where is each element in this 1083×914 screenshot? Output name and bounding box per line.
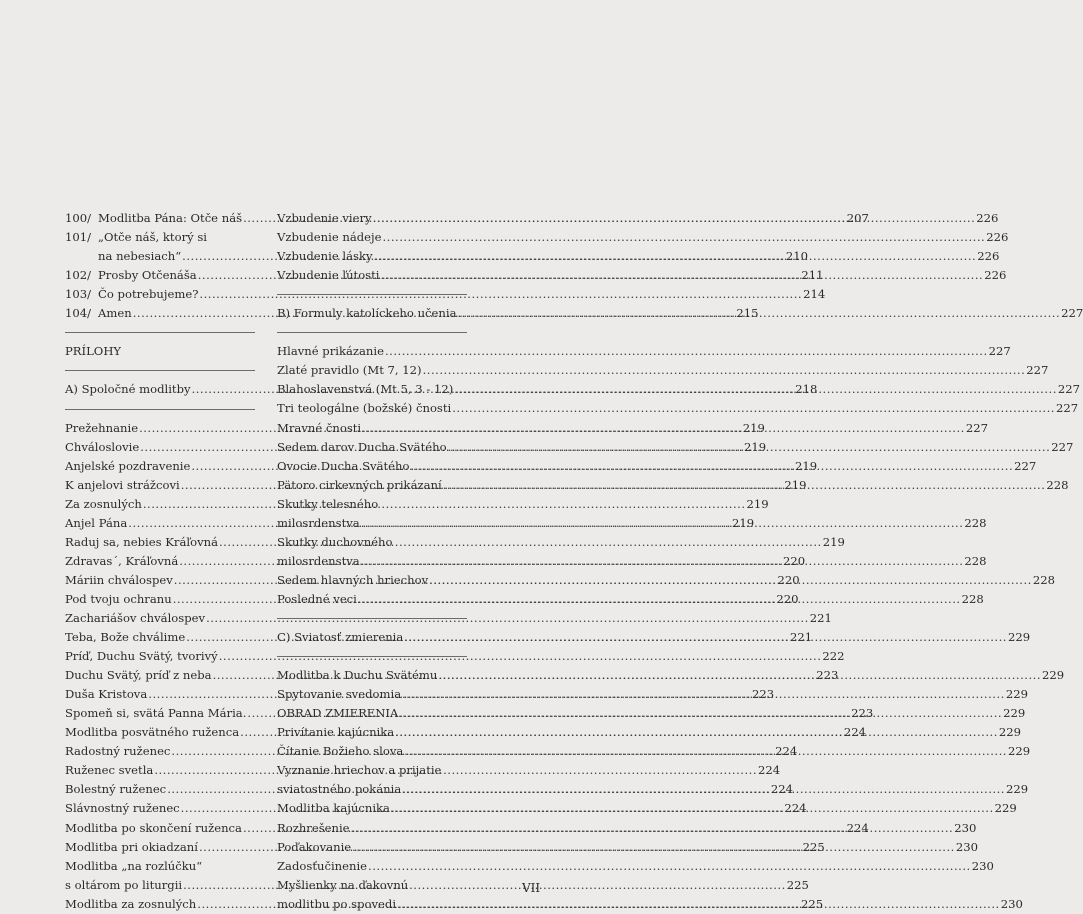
toc-dot-leader xyxy=(397,895,1000,914)
toc-line xyxy=(277,876,469,895)
toc-line xyxy=(65,857,257,876)
toc-entry-title: Čítanie Božieho slova xyxy=(277,744,404,759)
toc-section-heading xyxy=(65,342,257,361)
toc-entry-page: 223 xyxy=(816,668,839,683)
toc-entry-page: 224 xyxy=(843,725,866,740)
toc-line xyxy=(98,285,826,304)
toc-entry-title: Amen xyxy=(98,306,132,321)
section-divider xyxy=(65,409,255,410)
toc-entry-title: Zachariášov chválospev xyxy=(65,610,206,625)
toc-dot-leader xyxy=(381,266,984,285)
toc-dot-leader xyxy=(443,476,1046,495)
toc-entry-title: Sedem darov Ducha Svätého xyxy=(277,439,447,454)
toc-entry-page: 225 xyxy=(800,896,824,911)
toc-entry-title: Posledné veci xyxy=(277,591,357,606)
toc-entry-page: 229 xyxy=(1007,744,1031,759)
toc-entry-page: 226 xyxy=(984,268,1007,283)
toc-entry xyxy=(277,495,469,514)
toc-entry-page: 219 xyxy=(742,420,765,435)
toc-dot-leader xyxy=(362,419,965,438)
toc-entry-page: 229 xyxy=(1007,630,1031,645)
toc-entry-title: na nebesiach“ xyxy=(98,249,182,264)
toc-entry xyxy=(277,761,469,780)
toc-entry-title: milosrdenstva xyxy=(277,553,360,568)
toc-entry-title: modlitbu po spovedi xyxy=(277,896,397,911)
toc-entry-title: Pätoro cirkevných prikázaní xyxy=(277,477,442,492)
toc-entry-title: Príď, Duchu Svätý, tvorivý xyxy=(65,649,218,664)
toc-entry-title: s oltárom po liturgii xyxy=(65,877,183,892)
toc-entry-page: 219 xyxy=(795,458,818,473)
toc-dot-leader xyxy=(383,228,986,247)
toc-entry-title: Modlitba Pána: Otče náš xyxy=(98,211,243,225)
toc-entry-page: 226 xyxy=(986,230,1009,245)
toc-entry-title: Zlaté pravidlo (Mt 7, 12) xyxy=(277,363,422,378)
toc-entry-title: Modlitba za zosnulých xyxy=(65,896,197,911)
toc-dot-leader xyxy=(399,704,1002,723)
toc-entry-title: Skutky duchovného xyxy=(277,534,393,549)
toc-entry-title: Prosby Otčenáša xyxy=(98,268,197,283)
toc-entry-page: 224 xyxy=(775,744,798,759)
toc-entry-page: 228 xyxy=(964,515,987,530)
toc-dot-leader xyxy=(457,304,1060,323)
toc-entry xyxy=(277,857,994,876)
toc-entry-title: Privítanie kajúcnika xyxy=(277,725,395,740)
section-divider xyxy=(65,332,255,333)
toc-line xyxy=(65,609,832,628)
toc-dot-leader xyxy=(410,457,1013,476)
toc-entry-number: 100/ xyxy=(65,211,92,225)
toc-dot-leader xyxy=(404,628,1007,647)
toc-entry-title: Za zosnulých xyxy=(65,496,142,511)
toc-entry xyxy=(65,285,826,304)
toc-dot-leader xyxy=(361,552,964,571)
toc-entry-number: 101/ xyxy=(65,230,92,245)
toc-entry-title: Spytovanie svedomia xyxy=(277,687,402,702)
toc-entry-title: Modlitba k Duchu Svätému xyxy=(277,668,438,683)
toc-entry-title: Spomeň si, svätá Panna Mária. xyxy=(65,706,247,721)
toc-dot-leader xyxy=(361,514,964,533)
toc-entry-page: 228 xyxy=(1046,477,1069,492)
toc-dot-leader xyxy=(402,780,1005,799)
toc-entry xyxy=(277,533,469,552)
toc-entry xyxy=(65,647,845,666)
toc-entry-title: Modlitba „na rozlúčku“ xyxy=(65,858,203,873)
toc-entry-title: Myšlienky na ďakovnú xyxy=(277,877,409,892)
toc-entry-page: 221 xyxy=(789,630,813,645)
toc-entry-page: 219 xyxy=(822,534,845,549)
toc-entry xyxy=(65,228,257,247)
toc-entry-page: 227 xyxy=(1026,363,1049,378)
toc-entry-title: Modlitba pri okiadzaní xyxy=(65,839,198,854)
toc-entry-page: 224 xyxy=(770,782,794,797)
toc-entry-page: 227 xyxy=(1051,439,1074,454)
toc-entry-title: „Otče náš, ktorý si xyxy=(98,230,208,245)
toc-dot-leader xyxy=(368,857,971,876)
toc-entry xyxy=(277,342,1011,361)
toc-dot-leader xyxy=(402,685,1005,704)
toc-entry-page: 230 xyxy=(954,820,977,835)
toc-entry-title: Slávnostný ruženec xyxy=(65,801,180,816)
toc-entry-title: Vzbudenie ľútosti xyxy=(277,268,380,283)
toc-dot-leader xyxy=(452,399,1055,418)
toc-entry xyxy=(65,857,257,876)
toc-entry-title: Zadosťučinenie xyxy=(277,858,368,873)
toc-entry-page: 230 xyxy=(955,839,978,854)
toc-entry-page: 223 xyxy=(751,687,775,702)
toc-entry xyxy=(277,361,1049,380)
toc-entry-title: Vzbudenie nádeje xyxy=(277,230,382,245)
toc-entry-page: 215 xyxy=(736,306,759,321)
toc-entry-title: Rozhrešenie xyxy=(277,820,350,835)
toc-entry-title: Anjelské pozdravenie xyxy=(65,458,191,473)
toc-entry-page: 225 xyxy=(786,877,809,892)
toc-dot-leader xyxy=(429,571,1032,590)
toc-entry-title: Prežehnanie xyxy=(65,420,139,435)
toc-entry-page: 224 xyxy=(784,801,807,816)
toc-dot-leader xyxy=(423,361,1026,380)
toc-entry-title: Máriin chválospev xyxy=(65,572,173,587)
toc-dot-leader xyxy=(404,742,1007,761)
toc-entry xyxy=(277,399,1079,418)
toc-entry-title: sviatostného pokánia xyxy=(277,782,402,797)
toc-entry-page: 219 xyxy=(743,439,767,454)
toc-entry-page: 226 xyxy=(976,211,999,225)
toc-line xyxy=(65,647,845,666)
toc-dot-leader xyxy=(352,838,955,857)
toc-line xyxy=(277,361,1049,380)
toc-entry-title: Radostný ruženec xyxy=(65,744,171,759)
toc-entry-title: Tri teologálne (božské) čnosti xyxy=(277,401,452,416)
toc-entry xyxy=(277,876,469,895)
toc-entry-title: OBRAD ZMIERENIA xyxy=(277,706,399,721)
toc-entry-title: Modlitba kajúcnika xyxy=(277,801,390,816)
section-divider xyxy=(65,370,255,371)
toc-entry-page: 230 xyxy=(1000,896,1023,911)
toc-entry-title: Modlitba po skončení ruženca xyxy=(65,820,242,835)
toc-entry-title: Raduj sa, nebies Kráľovná xyxy=(65,534,218,549)
toc-dot-leader xyxy=(385,342,988,361)
toc-dot-leader xyxy=(351,819,954,838)
toc-entry-page: 220 xyxy=(777,572,800,587)
toc-entry-title: PRÍLOHY xyxy=(65,344,122,359)
toc-line xyxy=(277,857,994,876)
toc-entry-title: C) Sviatosť zmierenia xyxy=(277,630,404,645)
toc-dot-leader xyxy=(395,723,998,742)
toc-entry xyxy=(65,609,832,628)
toc-entry-title: milosrdenstva xyxy=(277,515,360,530)
toc-entry-title: Teba, Bože chválime xyxy=(65,630,186,645)
toc-entry-title: Modlitba posvätného ruženca xyxy=(65,725,240,740)
toc-entry-page: 227 xyxy=(965,420,988,435)
toc-entry xyxy=(277,228,1009,247)
toc-entry-title: Bolestný ruženec xyxy=(65,782,167,797)
toc-entry-page: 220 xyxy=(782,553,806,568)
toc-entry-number: 104/ xyxy=(65,306,92,321)
toc-entry-page: 219 xyxy=(746,496,769,511)
page-number: VII xyxy=(522,881,541,895)
toc-entry-page: 230 xyxy=(971,858,994,873)
toc-line xyxy=(98,228,257,247)
toc-dot-leader xyxy=(374,247,977,266)
toc-entry-page: 229 xyxy=(994,801,1017,816)
toc-entry-page: 228 xyxy=(964,553,987,568)
toc-dot-leader xyxy=(183,876,786,895)
toc-entry-page: 214 xyxy=(803,287,826,302)
toc-entry-title: Duša Kristova xyxy=(65,687,148,702)
toc-entry-page: 227 xyxy=(1057,382,1081,397)
toc-entry-page: 227 xyxy=(988,344,1011,359)
toc-entry-title: A) Spoločné modlitby xyxy=(65,382,191,397)
toc-entry-page: 207 xyxy=(846,211,869,225)
toc-entry-title: Pod tvoju ochranu xyxy=(65,591,172,606)
toc-dot-leader xyxy=(373,209,976,228)
toc-line xyxy=(277,761,469,780)
toc-entry-page: 229 xyxy=(1005,687,1028,702)
toc-dot-leader xyxy=(448,438,1051,457)
toc-entry-page: 224 xyxy=(846,820,869,835)
toc-entry-number: 103/ xyxy=(65,287,92,302)
toc-entry-title: Vzbudenie lásky xyxy=(277,249,373,264)
toc-entry-page: 219 xyxy=(784,477,807,492)
toc-entry-page: 229 xyxy=(1003,706,1026,721)
toc-dot-leader xyxy=(454,380,1057,399)
toc-entry-page: 211 xyxy=(801,268,824,283)
toc-entry-title: Čo potrebujeme? xyxy=(98,287,199,302)
section-divider xyxy=(277,656,467,657)
toc-entry-title: Vyznanie hriechov a prijatie xyxy=(277,763,442,778)
toc-entry-page: 229 xyxy=(1005,782,1029,797)
toc-entry-page: 226 xyxy=(977,249,1000,264)
toc-entry-page: 229 xyxy=(998,725,1022,740)
toc-entry-page: 220 xyxy=(776,591,799,606)
toc-dot-leader xyxy=(391,799,994,818)
toc-entry-title: Poďakovanie xyxy=(277,839,352,854)
toc-entry-page: 222 xyxy=(822,649,845,664)
toc-entry-page: 221 xyxy=(809,610,832,625)
toc-entry-title: Duchu Svätý, príď z neba xyxy=(65,668,212,683)
toc-entry-page: 227 xyxy=(1055,401,1079,416)
toc-line xyxy=(277,228,1009,247)
toc-entry-page: 227 xyxy=(1061,306,1083,321)
toc-entry-title: Skutky telesného xyxy=(277,496,379,511)
toc-entry-page: 227 xyxy=(1014,458,1037,473)
toc-entry-page: 219 xyxy=(731,515,755,530)
toc-dot-leader xyxy=(438,666,1041,685)
toc-dot-leader xyxy=(358,590,961,609)
toc-entry-title: K anjelovi strážcovi xyxy=(65,477,180,492)
toc-entry-page: 218 xyxy=(795,382,818,397)
toc-entry-page: 210 xyxy=(785,249,808,264)
toc-entry-title: Hlavné prikázanie xyxy=(277,344,384,359)
section-divider xyxy=(277,332,467,333)
toc-entry-title: Ruženec svetla xyxy=(65,763,154,778)
toc-entry-page: 229 xyxy=(1042,668,1065,683)
section-divider xyxy=(277,618,467,619)
toc-entry-title: Ovocie Ducha Svätého xyxy=(277,458,410,473)
toc-entry-page: 224 xyxy=(758,763,781,778)
toc-entry-page: 225 xyxy=(802,839,825,854)
toc-entry-title: Vzbudenie viery xyxy=(277,211,372,225)
toc-entry-page: 228 xyxy=(961,591,984,606)
toc-entry-title: Zdravas´, Kráľovná xyxy=(65,553,179,568)
toc-entry-title: Sedem hlavných hriechov xyxy=(277,572,429,587)
toc-line xyxy=(277,533,469,552)
toc-line xyxy=(65,342,257,361)
toc-entry-page: 223 xyxy=(851,706,874,721)
toc-entry-number: 102/ xyxy=(65,268,92,283)
toc-line xyxy=(277,342,1011,361)
toc-line xyxy=(277,399,1079,418)
toc-entry-title: Blahoslavenstvá (Mt 5, 3 - 12) xyxy=(277,382,454,397)
toc-line xyxy=(277,495,469,514)
toc-entry-page: 228 xyxy=(1032,572,1055,587)
toc-entry-title: B) Formuly katolíckeho učenia xyxy=(277,306,457,321)
toc-entry-title: Anjel Pána xyxy=(65,515,128,530)
toc-entry-title: Mravné čnosti xyxy=(277,420,362,435)
toc-entry-title: Chváloslovie xyxy=(65,439,140,454)
section-divider xyxy=(277,294,467,295)
